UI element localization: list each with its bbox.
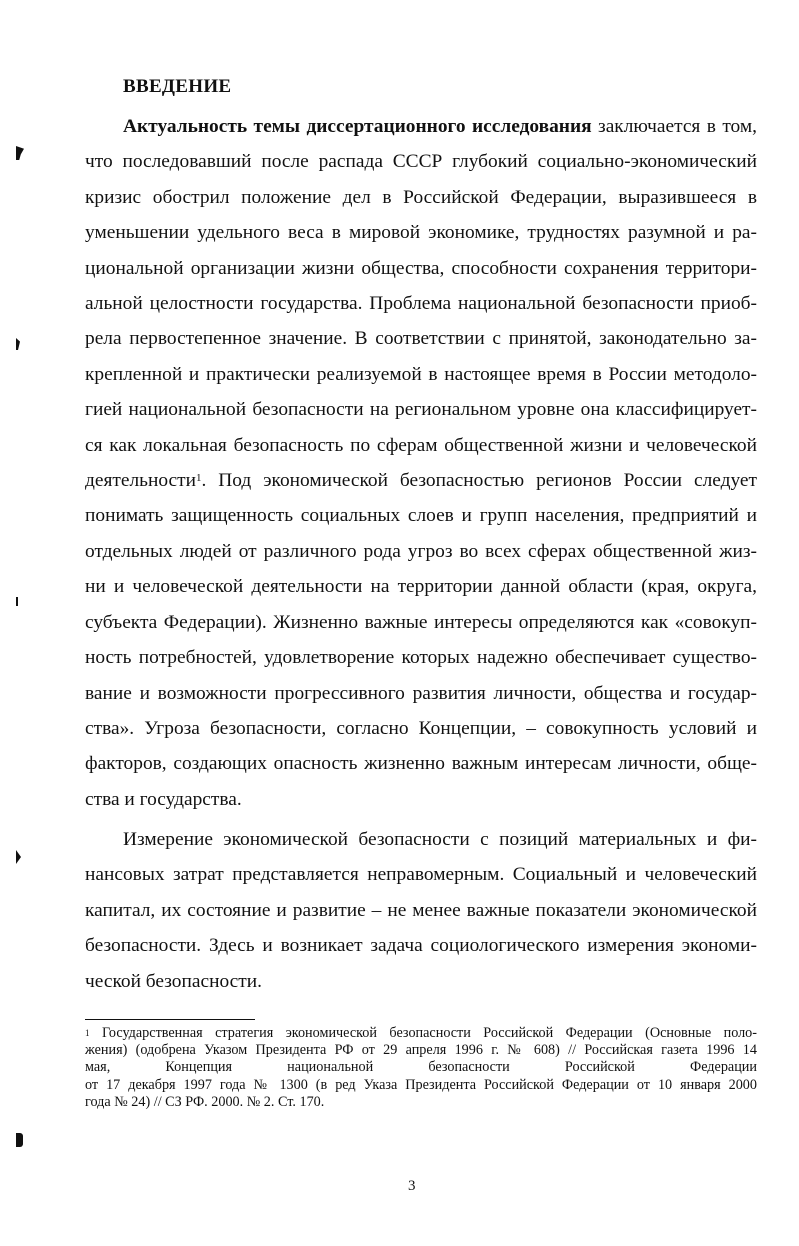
footnote-line: мая, Концепция национальной безопасности Российской Федерации xyxy=(85,1059,757,1076)
footnote-line: жения) (одобрена Указом Президента РФ от 29 апреля 1996 г. № 608) // Российская газета 1996 14 xyxy=(85,1042,757,1059)
page-number: 3 xyxy=(408,1178,416,1194)
bold-lead: Актуальность темы диссертационного исследования xyxy=(123,116,592,137)
footnote xyxy=(85,1025,757,1111)
scan-margin-mark xyxy=(16,597,18,606)
text-line: деятельности$^1$. Под экономической безопасностью регионов России следует xyxy=(85,470,757,492)
scan-margin-mark xyxy=(16,850,21,864)
text-line: ства и государства. xyxy=(85,788,242,810)
text-line: субъекта Федерации). Жизненно важные интересы определяются как «совокуп- xyxy=(85,611,757,633)
text-line: альной целостности государства. Проблема национальной безопасности приоб- xyxy=(85,293,757,315)
text-line: капитал, их состояние и развитие – не менее важные показатели экономической xyxy=(85,899,757,921)
footnote-reference[interactable]: 1 xyxy=(196,472,202,485)
text-line: отдельных людей от различного рода угроз во всех сферах общественной жиз- xyxy=(85,540,757,562)
text-line: Измерение экономической безопасности с позиций материальных и фи- xyxy=(123,829,757,850)
text-line: факторов, создающих опасность жизненно важным интересам личности, обще- xyxy=(85,753,757,775)
text-line: гией национальной безопасности на региональном уровне она классифицирует- xyxy=(85,399,757,421)
text-line: нансовых затрат представляется неправомерным. Социальный и человеческий xyxy=(85,864,757,886)
footnote-line: $^1$ Государственная стратегия экономической безопасности Российской Федерации (Основные поло- xyxy=(85,1025,758,1041)
text-line: вание и возможности прогрессивного развития личности, общества и государ- xyxy=(85,682,757,704)
scan-margin-mark xyxy=(16,146,24,160)
text-line: ческой безопасности. xyxy=(85,970,262,992)
text-line: крепленной и практически реализуемой в настоящее время в России методоло- xyxy=(85,363,757,385)
footnote-separator xyxy=(85,1019,255,1020)
text-line: рела первостепенное значение. В соответствии с принятой, законодательно за- xyxy=(85,328,757,350)
section-heading: ВВЕДЕНИЕ xyxy=(123,76,232,97)
text-line: ни и человеческой деятельности на территории данной области (края, округа, xyxy=(85,576,757,598)
text-line: уменьшении удельного веса в мировой экономике, трудностях разумной и ра- xyxy=(85,222,757,244)
text-line: ся как локальная безопасность по сферам общественной жизни и человеческой xyxy=(85,434,757,456)
text-line: кризис обострил положение дел в Российской Федерации, выразившееся в xyxy=(85,186,757,208)
text-line: циональной организации жизни общества, способности сохранения территори- xyxy=(85,257,757,279)
footnote-line: года № 24) // СЗ РФ. 2000. № 2. Ст. 170. xyxy=(85,1093,325,1110)
footnote-marker: 1 xyxy=(85,1028,90,1038)
scan-margin-mark xyxy=(16,338,20,350)
text-line: ность потребностей, удовлетворение которых надежно обеспечивает существо- xyxy=(85,647,757,669)
paragraph-1 xyxy=(85,109,757,817)
scan-margin-mark xyxy=(16,1133,23,1147)
text-line: безопасности. Здесь и возникает задача социологического измерения экономи- xyxy=(85,935,757,957)
text-line: ства». Угроза безопасности, согласно Концепции, – совокупность условий и xyxy=(85,717,757,739)
text-line: Актуальность темы диссертационного исследования заключается в том, xyxy=(123,116,757,137)
paragraph-2 xyxy=(85,822,757,999)
text-line: что последовавший после распада СССР глубокий социально-экономический xyxy=(85,151,757,173)
text-line: понимать защищенность социальных слоев и групп населения, предприятий и xyxy=(85,505,757,527)
footnote-line: от 17 декабря 1997 года № 1300 (в ред Указа Президента Российской Федерации от 10 января 2000 xyxy=(85,1076,757,1093)
